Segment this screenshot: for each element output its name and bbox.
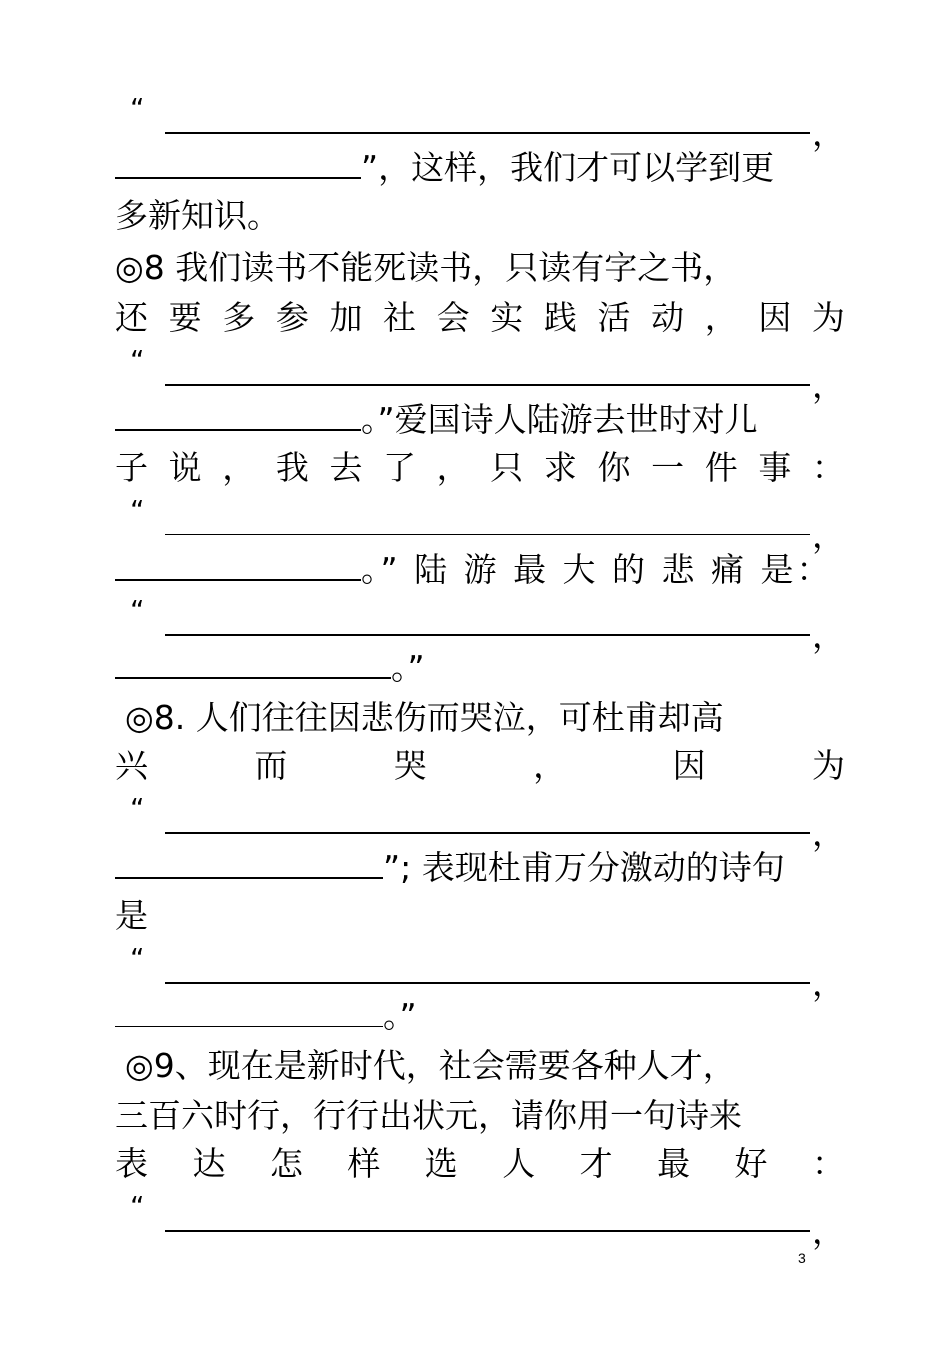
text-line-justified: 子 说 ， 我 去 了 ， 只 求 你 一 件 事 ： (115, 448, 845, 487)
line-text: 。” (391, 648, 425, 687)
comma: ， (812, 516, 845, 555)
open-quote: “ (130, 1190, 145, 1223)
answer-blank[interactable] (115, 996, 383, 1027)
text-line (115, 548, 845, 592)
open-quote: “ (130, 344, 145, 377)
answer-blank[interactable] (165, 606, 810, 636)
text-line (115, 146, 845, 190)
line-text: 。” (383, 996, 417, 1035)
question-8b: ◎8. 人们往往因悲伤而哭泣，可杜甫却高 (125, 698, 724, 737)
comma: ， (812, 114, 845, 153)
open-quote: “ (130, 594, 145, 627)
answer-blank[interactable] (115, 399, 361, 431)
answer-blank[interactable] (165, 1202, 810, 1232)
text-line-justified: 表 达 怎 样 选 人 才 最 好 ： (115, 1144, 845, 1183)
answer-blank[interactable] (165, 104, 810, 134)
text-line (115, 646, 845, 690)
answer-blank[interactable] (165, 804, 810, 834)
line-text: ”，这样，我们才可以学到更 (361, 148, 775, 187)
line-text: ”; 表现杜甫万分激动的诗句 (383, 848, 785, 887)
answer-blank[interactable] (115, 549, 361, 581)
question-8a: ◎8 我们读书不能死读书，只读有字之书， (115, 248, 737, 287)
line-text: 。”爱国诗人陆游去世时对儿 (361, 400, 758, 439)
open-quote: “ (130, 792, 145, 825)
open-quote: “ (130, 92, 145, 125)
answer-blank[interactable] (165, 356, 810, 386)
text-line: 三百六时行，行行出状元，请你用一句诗来 (115, 1096, 742, 1135)
text-line-justified: 还 要 多 参 加 社 会 实 践 活 动 ， 因 为 (115, 298, 845, 337)
comma: ， (812, 814, 845, 853)
page-number: 3 (798, 1250, 806, 1266)
answer-blank[interactable] (115, 847, 383, 879)
text-line (115, 846, 845, 890)
text-line-justified: 兴 而 哭 ， 因 为 (115, 746, 845, 785)
comma: ， (812, 366, 845, 405)
text-line (115, 994, 845, 1038)
comma: ， (812, 1212, 845, 1251)
answer-blank[interactable] (115, 147, 361, 179)
comma: ， (812, 964, 845, 1003)
text-line (115, 398, 845, 442)
open-quote: “ (130, 494, 145, 527)
text-line: 是 (115, 896, 148, 935)
question-9: ◎9、现在是新时代，社会需要各种人才， (125, 1046, 736, 1085)
line-text: 。” 陆 游 最 大 的 悲 痛 是： (361, 550, 833, 589)
answer-blank[interactable] (115, 647, 391, 679)
answer-blank[interactable] (165, 506, 810, 535)
open-quote: “ (130, 942, 145, 975)
text-line: 多新知识。 (115, 196, 280, 235)
answer-blank[interactable] (165, 954, 810, 984)
comma: ， (812, 616, 845, 655)
